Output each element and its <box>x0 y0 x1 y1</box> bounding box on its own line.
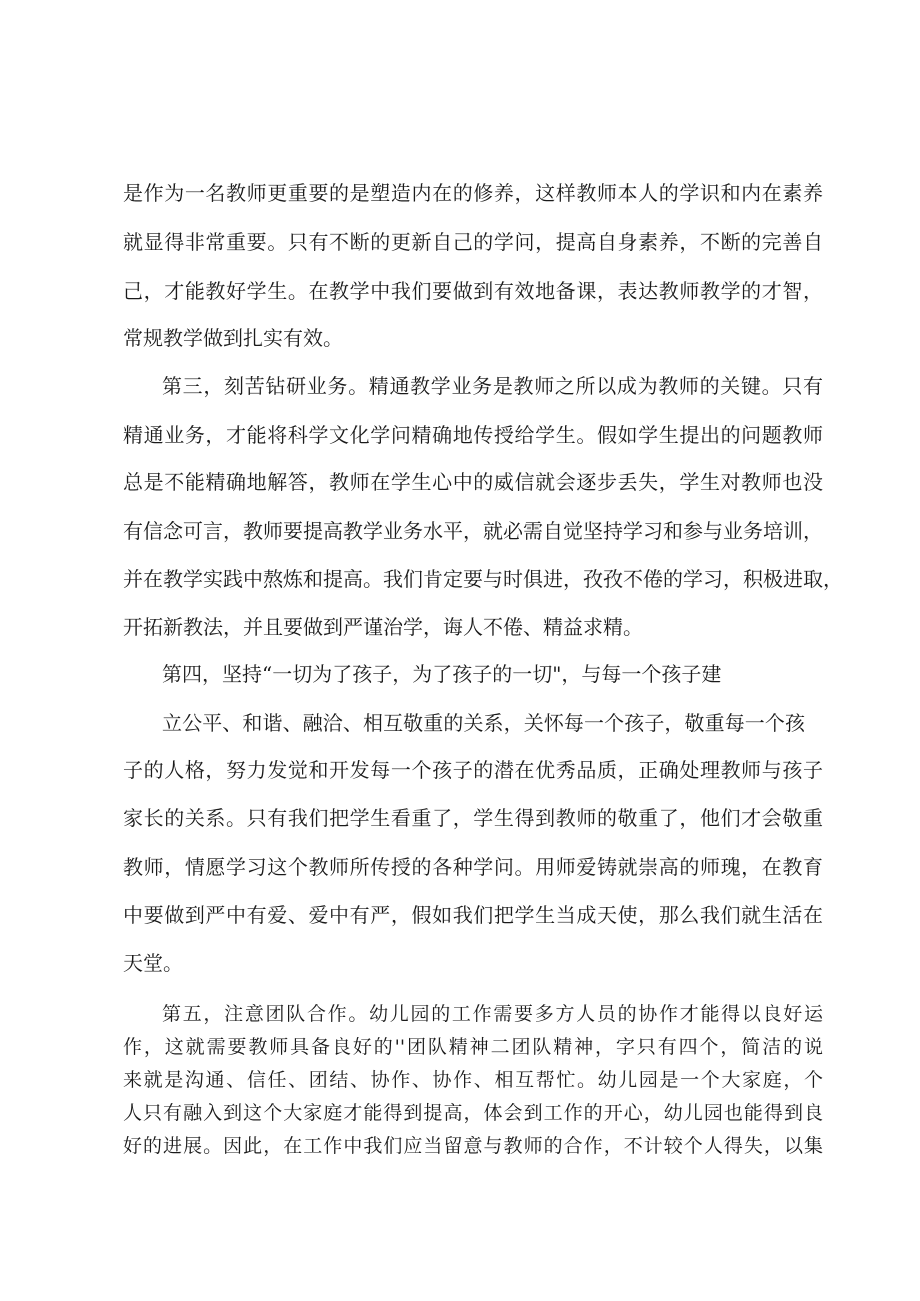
paragraph-3-line-5: 教师，情愿学习这个教师所传授的各种学问。用师爱铸就崇高的师瑰，在教育 <box>123 855 823 879</box>
paragraph-4-line-1: 第五，注意团队合作。幼儿园的工作需要多方人员的协作才能得以良好运 <box>162 1003 823 1025</box>
paragraph-3-line-1: 第四，坚持“一切为了孩子，为了孩子的一切"，与每一个孩子建 <box>162 662 722 686</box>
paragraph-3-line-2: 立公平、和谐、融洽、相互敬重的关系，关怀每一个孩子，敬重每一个孩 <box>162 711 805 735</box>
paragraph-1-line-2: 就显得非常重要。只有不断的更新自己的学问，提高自身素养，不断的完善自 <box>123 230 823 254</box>
paragraph-2-line-3: 总是不能精确地解答，教师在学生心中的威信就会逐步丢失，学生对教师也没 <box>123 470 823 494</box>
paragraph-2-line-4: 有信念可言，教师要提高教学业务水平，就必需自觉坚持学习和参与业务培训， <box>123 519 823 543</box>
paragraph-4-line-2: 作，这就需要教师具备良好的''团队精神二团队精神，字只有四个，简洁的说 <box>123 1036 823 1058</box>
paragraph-2-line-1: 第三，刻苦钻研业务。精通教学业务是教师之所以成为教师的关键。只有 <box>162 374 823 398</box>
paragraph-4-line-3: 来就是沟通、信任、团结、协作、协作、相互帮忙。幼儿园是一个大家庭，个 <box>123 1069 823 1091</box>
paragraph-2-line-5: 并在教学实践中熬炼和提高。我们肯定要与时俱进，孜孜不倦的学习，积极进取， <box>123 567 843 591</box>
paragraph-4-line-4: 人只有融入到这个大家庭才能得到提高，体会到工作的开心，幼儿园也能得到良 <box>123 1102 823 1124</box>
paragraph-2-line-2: 精通业务，才能将科学文化学问精确地传授给学生。假如学生提出的问题教师 <box>123 423 823 447</box>
paragraph-3-line-7: 天堂。 <box>123 951 183 975</box>
paragraph-1-line-1: 是作为一名教师更重要的是塑造内在的修养，这样教师本人的学识和内在素养 <box>123 181 823 205</box>
paragraph-3-line-4: 家长的关系。只有我们把学生看重了，学生得到教师的敬重了，他们才会敬重 <box>123 806 823 830</box>
paragraph-3-line-6: 中要做到严中有爱、爱中有严，假如我们把学生当成天使，那么我们就生活在 <box>123 903 823 927</box>
paragraph-2-line-6: 开拓新教法，并且要做到严谨治学，诲人不倦、精益求精。 <box>123 615 643 639</box>
paragraph-3-line-3: 子的人格，努力发觉和开发每一个孩子的潜在优秀品质，正确处理教师与孩子 <box>123 758 823 782</box>
paragraph-1-line-3: 己，才能教好学生。在教学中我们要做到有效地备课，表达教师教学的才智， <box>123 279 823 303</box>
paragraph-4-line-5: 好的进展。因此，在工作中我们应当留意与教师的合作，不计较个人得失，以集 <box>123 1135 823 1157</box>
paragraph-1-line-4: 常规教学做到扎实有效。 <box>123 326 343 350</box>
